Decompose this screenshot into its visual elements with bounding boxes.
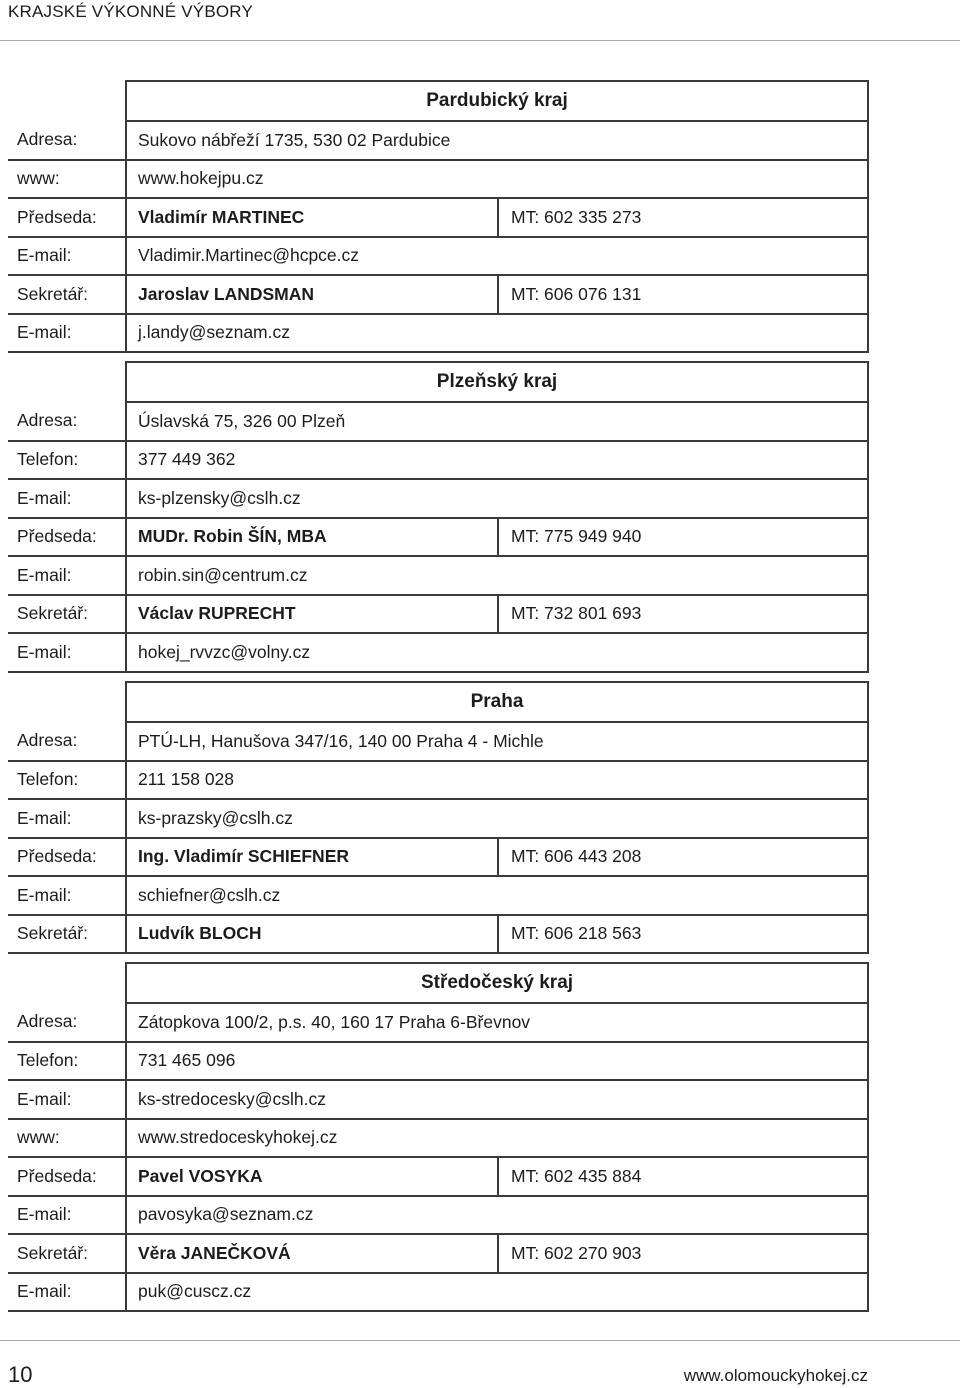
contact-row <box>8 761 868 800</box>
contact-link[interactable]: pavosyka@seznam.cz <box>126 1196 868 1235</box>
field-label: Adresa: <box>8 402 126 441</box>
field-label: www: <box>8 160 126 199</box>
region-title: Praha <box>126 682 868 722</box>
person-name: Ing. Vladimír SCHIEFNER <box>126 838 498 877</box>
contact-row <box>8 915 868 954</box>
field-value: PTÚ-LH, Hanušova 347/16, 140 00 Praha 4 - Michle <box>126 722 868 761</box>
contact-row <box>8 876 868 915</box>
field-label: Telefon: <box>8 441 126 480</box>
region-title: Středočeský kraj <box>126 963 868 1003</box>
field-label: E-mail: <box>8 876 126 915</box>
contact-row <box>8 1196 868 1235</box>
contact-row <box>8 479 868 518</box>
field-label: Předseda: <box>8 518 126 557</box>
mobile-phone: MT: 602 335 273 <box>498 198 868 237</box>
person-name: Jaroslav LANDSMAN <box>126 275 498 314</box>
contact-row <box>8 1042 868 1081</box>
field-label: E-mail: <box>8 1273 126 1312</box>
contact-row <box>8 441 868 480</box>
region-table <box>8 962 869 1312</box>
contact-link[interactable]: hokej_rvvzc@volny.cz <box>126 633 868 672</box>
mobile-phone: MT: 732 801 693 <box>498 595 868 634</box>
field-label: E-mail: <box>8 314 126 353</box>
contact-row <box>8 1080 868 1119</box>
field-label: E-mail: <box>8 1080 126 1119</box>
contact-link[interactable]: j.landy@seznam.cz <box>126 314 868 353</box>
field-value: 731 465 096 <box>126 1042 868 1081</box>
field-value: 211 158 028 <box>126 761 868 800</box>
contact-row <box>8 633 868 672</box>
contact-link[interactable]: www.stredoceskyhokej.cz <box>126 1119 868 1158</box>
field-label: Adresa: <box>8 121 126 160</box>
contact-row <box>8 402 868 441</box>
field-label: E-mail: <box>8 479 126 518</box>
contact-row <box>8 518 868 557</box>
person-name: MUDr. Robin ŠÍN, MBA <box>126 518 498 557</box>
page-title: KRAJSKÉ VÝKONNÉ VÝBORY <box>8 2 253 21</box>
contact-link[interactable]: Vladimir.Martinec@hcpce.cz <box>126 237 868 276</box>
contact-row <box>8 1234 868 1273</box>
contact-link[interactable]: ks-prazsky@cslh.cz <box>126 799 868 838</box>
contact-row <box>8 160 868 199</box>
field-label: www: <box>8 1119 126 1158</box>
field-label: Adresa: <box>8 1003 126 1042</box>
person-name: Pavel VOSYKA <box>126 1157 498 1196</box>
page-number: 10 <box>8 1362 33 1387</box>
field-label: Adresa: <box>8 722 126 761</box>
contact-row <box>8 556 868 595</box>
mobile-phone: MT: 606 443 208 <box>498 838 868 877</box>
contact-row <box>8 1119 868 1158</box>
field-label: Sekretář: <box>8 915 126 954</box>
field-label: Předseda: <box>8 838 126 877</box>
field-label: E-mail: <box>8 633 126 672</box>
contact-link[interactable]: ks-stredocesky@cslh.cz <box>126 1080 868 1119</box>
mobile-phone: MT: 606 218 563 <box>498 915 868 954</box>
person-name: Václav RUPRECHT <box>126 595 498 634</box>
person-name: Ludvík BLOCH <box>126 915 498 954</box>
contact-row <box>8 799 868 838</box>
field-label: Sekretář: <box>8 595 126 634</box>
field-label: Předseda: <box>8 1157 126 1196</box>
field-value: Sukovo nábřeží 1735, 530 02 Pardubice <box>126 121 868 160</box>
field-value: 377 449 362 <box>126 441 868 480</box>
person-name: Vladimír MARTINEC <box>126 198 498 237</box>
field-label: Telefon: <box>8 1042 126 1081</box>
contact-row <box>8 1273 868 1312</box>
field-label: Telefon: <box>8 761 126 800</box>
footer-divider <box>0 1340 960 1341</box>
contact-row <box>8 121 868 160</box>
person-name: Věra JANEČKOVÁ <box>126 1234 498 1273</box>
field-label: Sekretář: <box>8 275 126 314</box>
contact-row <box>8 198 868 237</box>
region-title: Plzeňský kraj <box>126 362 868 402</box>
field-label: E-mail: <box>8 1196 126 1235</box>
region-title: Pardubický kraj <box>126 81 868 121</box>
contact-row <box>8 314 868 353</box>
mobile-phone: MT: 602 435 884 <box>498 1157 868 1196</box>
contact-link[interactable]: puk@cuscz.cz <box>126 1273 868 1312</box>
region-table <box>8 80 869 353</box>
contact-link[interactable]: robin.sin@centrum.cz <box>126 556 868 595</box>
field-label: E-mail: <box>8 556 126 595</box>
field-value: Úslavská 75, 326 00 Plzeň <box>126 402 868 441</box>
contact-row <box>8 1157 868 1196</box>
footer-url: www.olomouckyhokej.cz <box>683 1366 868 1385</box>
field-label: E-mail: <box>8 799 126 838</box>
contact-row <box>8 722 868 761</box>
contact-link[interactable]: schiefner@cslh.cz <box>126 876 868 915</box>
region-table <box>8 681 869 954</box>
contact-row <box>8 595 868 634</box>
field-label: Sekretář: <box>8 1234 126 1273</box>
contact-row <box>8 275 868 314</box>
contact-link[interactable]: ks-plzensky@cslh.cz <box>126 479 868 518</box>
contact-link[interactable]: www.hokejpu.cz <box>126 160 868 199</box>
contact-row <box>8 838 868 877</box>
mobile-phone: MT: 775 949 940 <box>498 518 868 557</box>
mobile-phone: MT: 602 270 903 <box>498 1234 868 1273</box>
field-label: Předseda: <box>8 198 126 237</box>
field-value: Zátopkova 100/2, p.s. 40, 160 17 Praha 6-Břevnov <box>126 1003 868 1042</box>
page-header <box>0 0 960 41</box>
mobile-phone: MT: 606 076 131 <box>498 275 868 314</box>
contact-row <box>8 237 868 276</box>
field-label: E-mail: <box>8 237 126 276</box>
contact-row <box>8 1003 868 1042</box>
region-table <box>8 361 869 673</box>
